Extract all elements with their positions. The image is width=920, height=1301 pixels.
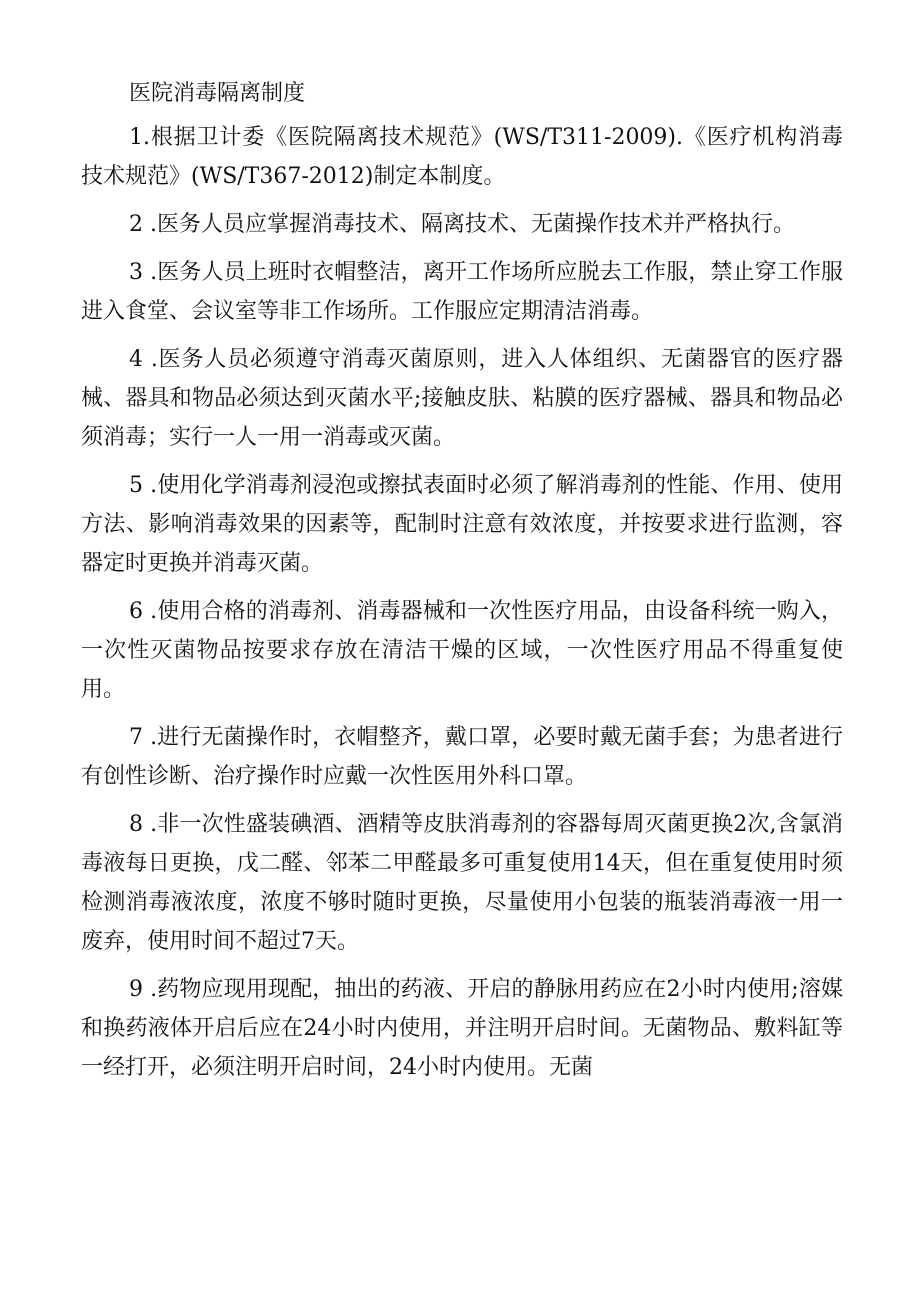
document-page (81, 70, 843, 1096)
paragraph-9: 9 .药物应现用现配，抽出的药液、开启的静脉用药应在2小时内使用;溶媒和换药液体开启后应在24小时内使用，并注明开启时间。无菌物品、敷料缸等一经打开，必须注明开启时间，24小时内使用。无菌 (81, 977, 843, 1080)
paragraph-2: 2 .医务人员应掌握消毒技术、隔离技术、无菌操作技术并严格执行。 (129, 212, 795, 237)
document-title: 医院消毒隔离制度 (129, 81, 306, 106)
paragraph-5: 5 .使用化学消毒剂浸泡或擦拭表面时必须了解消毒剂的性能、作用、使用方法、影响消毒效果的因素等，配制时注意有效浓度，并按要求进行监测，容器定时更换并消毒灭菌。 (81, 473, 843, 576)
paragraph-6: 6 .使用合格的消毒剂、消毒器械和一次性医疗用品，由设备科统一购入，一次性灭菌物品按要求存放在清洁干燥的区域，一次性医疗用品不得重复使用。 (81, 599, 843, 702)
paragraph-7: 7 .进行无菌操作时，衣帽整齐，戴口罩，必要时戴无菌手套；为患者进行有创性诊断、治疗操作时应戴一次性医用外科口罩。 (81, 725, 843, 789)
paragraph-4: 4 .医务人员必须遵守消毒灭菌原则，进入人体组织、无菌器官的医疗器械、器具和物品必须达到灭菌水平;接触皮肤、粘膜的医疗器械、器具和物品必须消毒；实行一人一用一消毒或灭菌。 (81, 347, 843, 450)
paragraph-8: 8 .非一次性盛装碘酒、酒精等皮肤消毒剂的容器每周灭菌更换2次,含氯消毒液每日更换，戊二醛、邻苯二甲醛最多可重复使用14天，但在重复使用时须检测消毒液浓度，浓度不够时随时更换，尽量使用小包装的瓶装消毒液一用一废弃，使用时间不超过7天。 (81, 812, 843, 954)
paragraph-1: 1.根据卫计委《医院隔离技术规范》(WS/T311-2009).《医疗机构消毒技术规范》(WS/T367-2012)制定本制度。 (81, 125, 843, 189)
paragraph-3: 3 .医务人员上班时衣帽整洁，离开工作场所应脱去工作服，禁止穿工作服进入食堂、会议室等非工作场所。工作服应定期清洁消毒。 (81, 260, 843, 324)
